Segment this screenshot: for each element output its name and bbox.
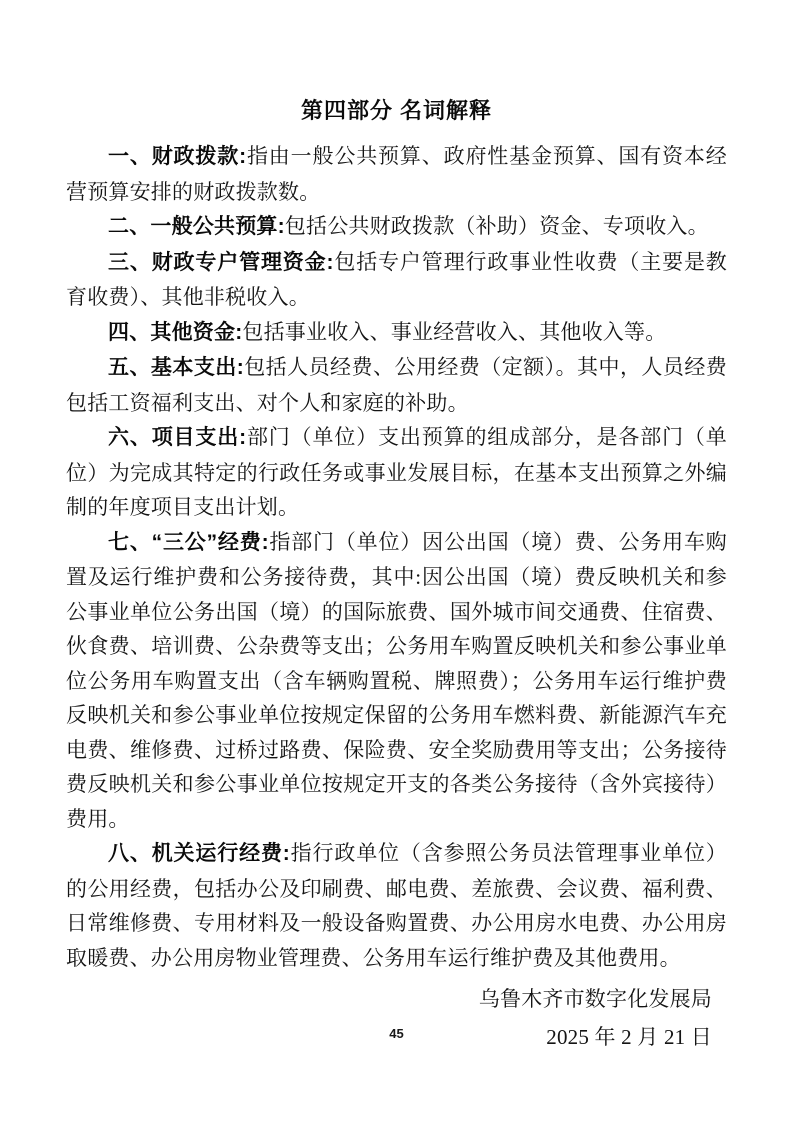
term-definition: 包括人员经费、公用经费（定额）。其中，人员经费包括工资福利支出、对个人和家庭的补助。	[66, 355, 727, 415]
term-label: 六、项目支出:	[108, 426, 247, 449]
term-paragraph-jiben-zhichu	[66, 350, 727, 420]
issuer-name: 乌鲁木齐市数字化发展局	[478, 987, 712, 1011]
term-label: 四、其他资金:	[108, 320, 243, 344]
term-definition: 部门（单位）支出预算的组成部分，是各部门（单位）为完成其特定的行政任务或事业发展目标，在基本支出预算之外编制的年度项目支出计划。	[66, 425, 727, 519]
document-body	[0, 139, 793, 1056]
term-definition: 包括公共财政拨款（补助）资金、专项收入。	[284, 214, 709, 238]
issue-date: 2025 年 2 月 21 日	[546, 1025, 712, 1049]
term-paragraph-sangong-jingfei	[66, 525, 727, 837]
page-number: 45	[389, 1026, 404, 1041]
term-definition: 包括专户管理行政事业性收费（主要是教育收费）、其他非税收入。	[66, 249, 727, 309]
term-paragraph-caizheng-zhuanhu-zijin	[66, 245, 727, 315]
signature-block	[66, 980, 727, 1056]
term-paragraph-jiguan-yunxing-jingfei	[66, 836, 727, 975]
term-paragraph-qita-zijin	[66, 315, 727, 351]
term-definition: 指由一般公共预算、政府性基金预算、国有资本经营预算安排的财政拨款数。	[66, 144, 727, 204]
term-definition: 指行政单位（含参照公务员法管理事业单位）的公用经费，包括办公及印刷费、邮电费、差旅费、会议费、福利费、日常维修费、专用材料及一般设备购置费、办公用房水电费、办公用房取暖费、办公用房物业管理费、公务用车运行维护费及其他费用。	[66, 841, 728, 970]
term-label: 二、一般公共预算:	[108, 215, 285, 238]
page-title: 第四部分 名词解释	[300, 98, 493, 123]
term-paragraph-yiban-gonggong-yusuan	[66, 209, 727, 245]
term-paragraph-xiangmu-zhichu	[66, 420, 727, 525]
term-label: 八、机关运行经费:	[108, 842, 290, 865]
term-label: 一、财政拨款:	[108, 145, 247, 168]
term-label: 五、基本支出:	[108, 356, 244, 379]
term-definition: 指部门（单位）因公出国（境）费、公务用车购置及运行维护费和公务接待费，其中:因公出国（境）费反映机关和参公事业单位公务出国（境）的国际旅费、国外城市间交通费、住宿费、伙食费、培训费、公杂费等支出；公务用车购置反映机关和参公事业单位公务用车购置支出（含车辆购置税、牌照费）；公务用车运行维护费反映机关和参公事业单位按规定保留的公务用车燃料费、新能源汽车充电费、维修费、过桥过路费、保险费、安全奖励费用等支出；公务接待费反映机关和参公事业单位按规定开支的各类公务接待（含外宾接待）费用。	[66, 529, 727, 831]
term-definition: 包括事业收入、事业经营收入、其他收入等。	[242, 319, 667, 344]
term-paragraph-caizheng-bokuan	[66, 139, 727, 209]
term-label: 三、财政专户管理资金:	[108, 250, 334, 274]
term-label: 七、“三公”经费:	[108, 530, 269, 554]
